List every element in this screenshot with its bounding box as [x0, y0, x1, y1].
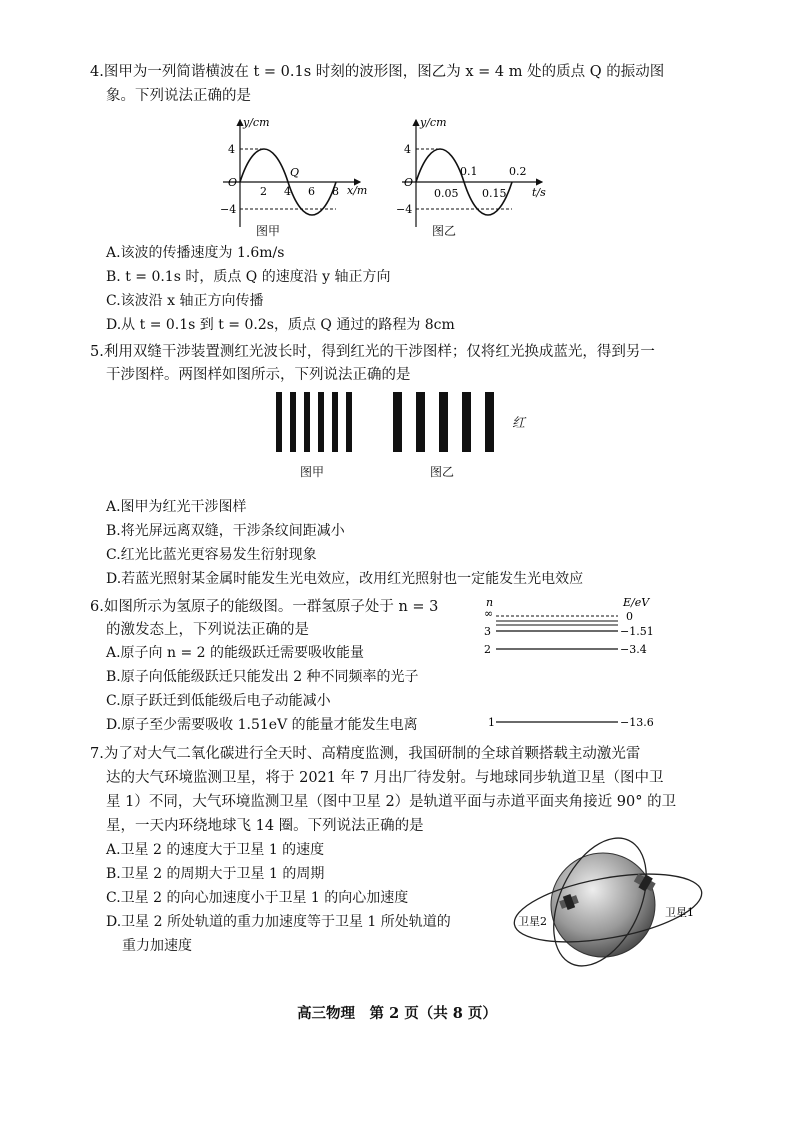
q7-stem-line2: 达的大气环境监测卫星，将于 2021 年 7 月出厂待发射。与地球同步轨道卫星（图中卫 — [106, 770, 664, 786]
energy-3: −1.51 — [620, 625, 654, 638]
fig-b-ylabel: y/cm — [420, 116, 447, 129]
fig-b-tick-015: 0.15 — [482, 187, 507, 200]
fig-a-tick-4: 4 — [284, 185, 291, 198]
q5-option-a: A.图甲为红光干涉图样 — [106, 499, 247, 515]
fig-b-amp-neg: −4 — [396, 203, 413, 216]
fig-a-ylabel: y/cm — [243, 116, 270, 129]
q4-option-d: D.从 t = 0.1s 到 t = 0.2s，质点 Q 通过的路程为 8cm — [106, 317, 455, 333]
satellite-2-label: 卫星2 — [518, 915, 547, 928]
q7-option-d-cont: 重力加速度 — [122, 938, 192, 954]
fig-a-tick-8: 8 — [332, 185, 339, 198]
q6-stem-line1: 6.如图所示为氢原子的能级图。一群氢原子处于 n = 3 — [90, 599, 439, 615]
fig-a-point-q: Q — [290, 166, 300, 179]
q4-stem-line1: 4.图甲为一列简谐横波在 t = 0.1s 时刻的波形图，图乙为 x = 4 m 处的质点 Q 的振动图 — [90, 64, 665, 80]
q6-option-d: D.原子至少需要吸收 1.51eV 的能量才能发生电离 — [106, 717, 418, 733]
q5-stem-line1: 5.利用双缝干涉装置测红光波长时，得到红光的干涉图样；仅将红光换成蓝光，得到另一 — [90, 344, 655, 360]
q7-option-d: D.卫星 2 所处轨道的重力加速度等于卫星 1 所处轨道的 — [106, 914, 451, 930]
q5-caption-b: 图乙 — [430, 465, 455, 479]
q6-option-b: B.原子向低能级跃迁只能发出 2 种不同频率的光子 — [106, 669, 419, 685]
fig-b-tick-005: 0.05 — [434, 187, 459, 200]
q4-fig-a-caption: 图甲 — [256, 224, 281, 238]
fringes-a — [276, 392, 352, 452]
q6-stem-line2: 的激发态上，下列说法正确的是 — [106, 622, 309, 638]
q5-option-d: D.若蓝光照射某金属时能发生光电效应，改用红光照射也一定能发生光电效应 — [106, 571, 584, 587]
n-label: n — [486, 596, 494, 609]
fig-b-origin: O — [404, 176, 414, 189]
q7-option-b: B.卫星 2 的周期大于卫星 1 的周期 — [106, 866, 325, 882]
satellite-1-label: 卫星1 — [665, 906, 694, 919]
n-1: 1 — [488, 716, 495, 729]
q6-option-a: A.原子向 n = 2 的能级跃迁需要吸收能量 — [106, 645, 365, 661]
energy-0: 0 — [626, 610, 633, 623]
fig-a-amp-neg: −4 — [220, 203, 237, 216]
fringes-b — [393, 392, 494, 452]
fig-a-tick-6: 6 — [308, 185, 315, 198]
fig-a-origin: O — [228, 176, 238, 189]
q7-stem-line3: 星 1）不同，大气环境监测卫星（图中卫星 2）是轨道平面与赤道平面夹角接近 90° 的卫 — [106, 794, 677, 810]
q6-option-c: C.原子跃迁到低能级后电子动能减小 — [106, 693, 331, 709]
q6-energy-level-figure — [478, 594, 678, 734]
q7-satellite-figure — [508, 830, 718, 980]
n-2: 2 — [484, 643, 491, 656]
q5-caption-a: 图甲 — [300, 465, 325, 479]
fig-b-amp-pos: 4 — [404, 143, 411, 156]
q7-stem-line4: 星，一天内环绕地球飞 14 圈。下列说法正确的是 — [106, 818, 424, 834]
page-footer: 高三物理 第 2 页（共 8 页） — [297, 1005, 497, 1022]
fig-a-xlabel: x/m — [347, 184, 368, 197]
q5-stem-line2: 干涉图样。两图样如图所示，下列说法正确的是 — [106, 367, 411, 383]
q5-fringe-figure — [270, 388, 540, 458]
q5-option-c: C.红光比蓝光更容易发生衍射现象 — [106, 547, 317, 563]
q7-option-a: A.卫星 2 的速度大于卫星 1 的速度 — [106, 842, 325, 858]
q4-option-a: A.该波的传播速度为 1.6m/s — [106, 245, 285, 261]
q7-option-c: C.卫星 2 的向心加速度小于卫星 1 的向心加速度 — [106, 890, 409, 906]
fig-b-tick-02: 0.2 — [509, 165, 527, 178]
energy-1: −13.6 — [620, 716, 654, 729]
fig-a-amp-pos: 4 — [228, 143, 235, 156]
n-3: 3 — [484, 625, 491, 638]
q4-vibration-figure — [392, 112, 562, 236]
q4-fig-b-caption: 图乙 — [432, 224, 457, 238]
energy-2: −3.4 — [620, 643, 647, 656]
q4-option-c: C.该波沿 x 轴正方向传播 — [106, 293, 264, 309]
q4-option-b: B. t = 0.1s 时，质点 Q 的速度沿 y 轴正方向 — [106, 269, 391, 285]
fig-b-xlabel: t/s — [532, 186, 546, 199]
fig-a-tick-2: 2 — [260, 185, 267, 198]
q4-stem-line2: 象。下列说法正确的是 — [106, 88, 251, 104]
infinity-label: ∞ — [484, 607, 494, 620]
q5-option-b: B.将光屏远离双缝，干涉条纹间距减小 — [106, 523, 345, 539]
q7-stem-line1: 7.为了对大气二氧化碳进行全天时、高精度监测，我国研制的全球首颗搭载主动激光雷 — [90, 746, 641, 762]
fig-b-tick-01: 0.1 — [460, 165, 478, 178]
q5-handwritten-mark: 红 — [512, 416, 526, 431]
q4-wave-figure — [215, 112, 375, 236]
e-label: E/eV — [623, 596, 650, 609]
